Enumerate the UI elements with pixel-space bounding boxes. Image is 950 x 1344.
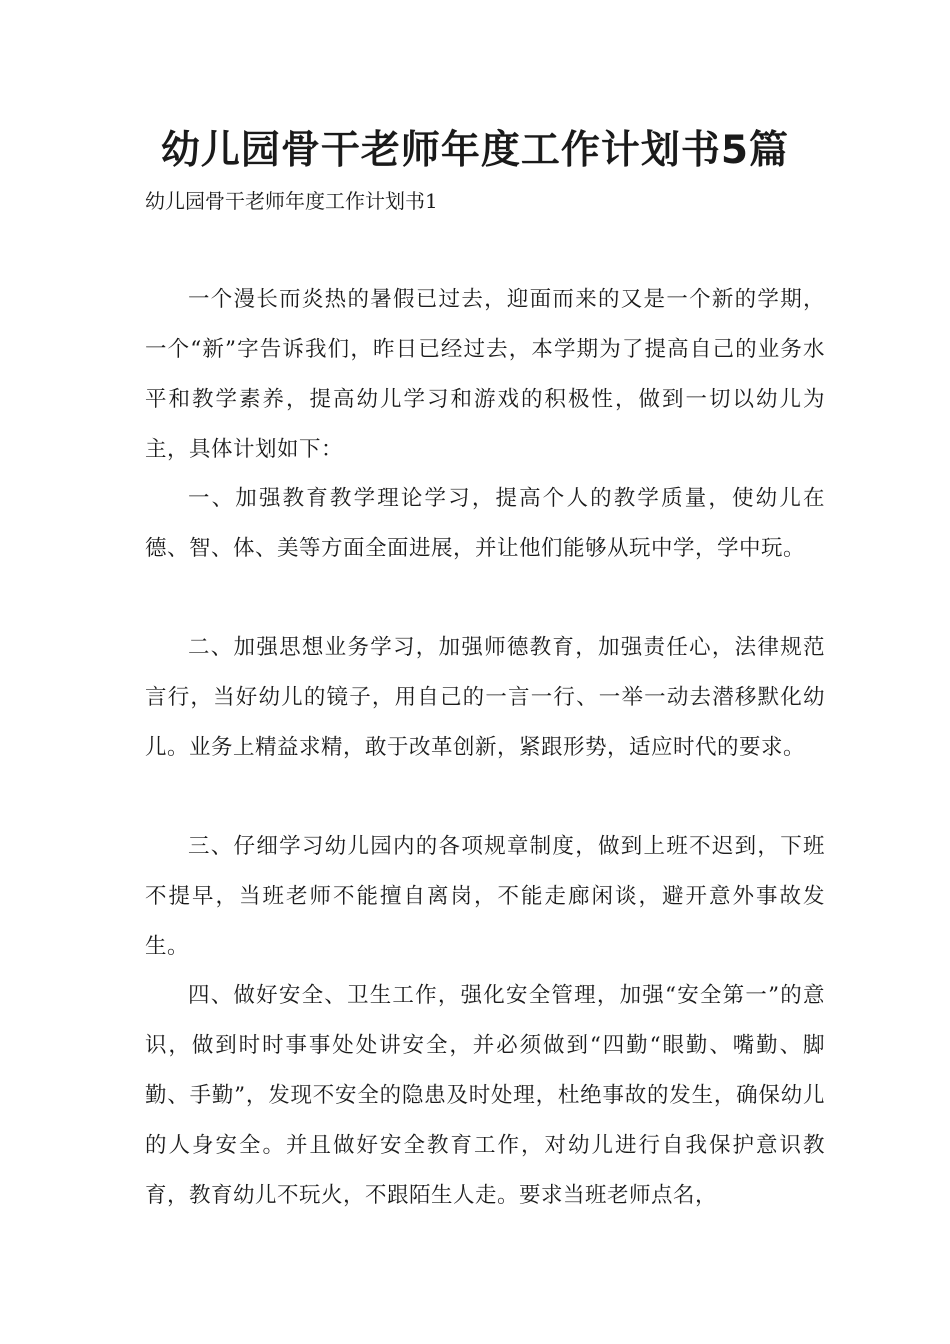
- paragraph-intro: 一个漫长而炎热的暑假已过去，迎面而来的又是一个新的学期，一个“新”字告诉我们，昨日已经过去，本学期为了提高自己的业务水平和教学素养，提高幼儿学习和游戏的积极性，做到一切以幼儿为主，具体计划如下：: [145, 287, 825, 462]
- paragraph-item-3: 三、仔细学习幼儿园内的各项规章制度，做到上班不迟到，下班不提早，当班老师不能擅自离岗，不能走廊闲谈，避开意外事故发生。: [145, 834, 825, 959]
- document-title: 幼儿园骨干老师年度工作计划书5篇: [160, 128, 790, 173]
- paragraph-item-4: 四、做好安全、卫生工作，强化安全管理，加强“安全第一”的意识，做到时时事事处处讲安全，并必须做到“四勤“眼勤、嘴勤、脚勤、手勤”，发现不安全的隐患及时处理，杜绝事故的发生，确保幼儿的人身安全。并且做好安全教育工作，对幼儿进行自我保护意识教育，教育幼儿不玩火，不跟陌生人走。要求当班老师点名，: [145, 983, 825, 1208]
- paragraph-item-2: 二、加强思想业务学习，加强师德教育，加强责任心，法律规范言行，当好幼儿的镜子，用自己的一言一行、一举一动去潜移默化幼儿。业务上精益求精，敢于改革创新，紧跟形势，适应时代的要求。: [145, 635, 825, 760]
- paragraph-item-1: 一、加强教育教学理论学习，提高个人的教学质量，使幼儿在德、智、体、美等方面全面进展，并让他们能够从玩中学，学中玩。: [145, 486, 825, 561]
- document-subtitle: 幼儿园骨干老师年度工作计划书1: [145, 189, 438, 213]
